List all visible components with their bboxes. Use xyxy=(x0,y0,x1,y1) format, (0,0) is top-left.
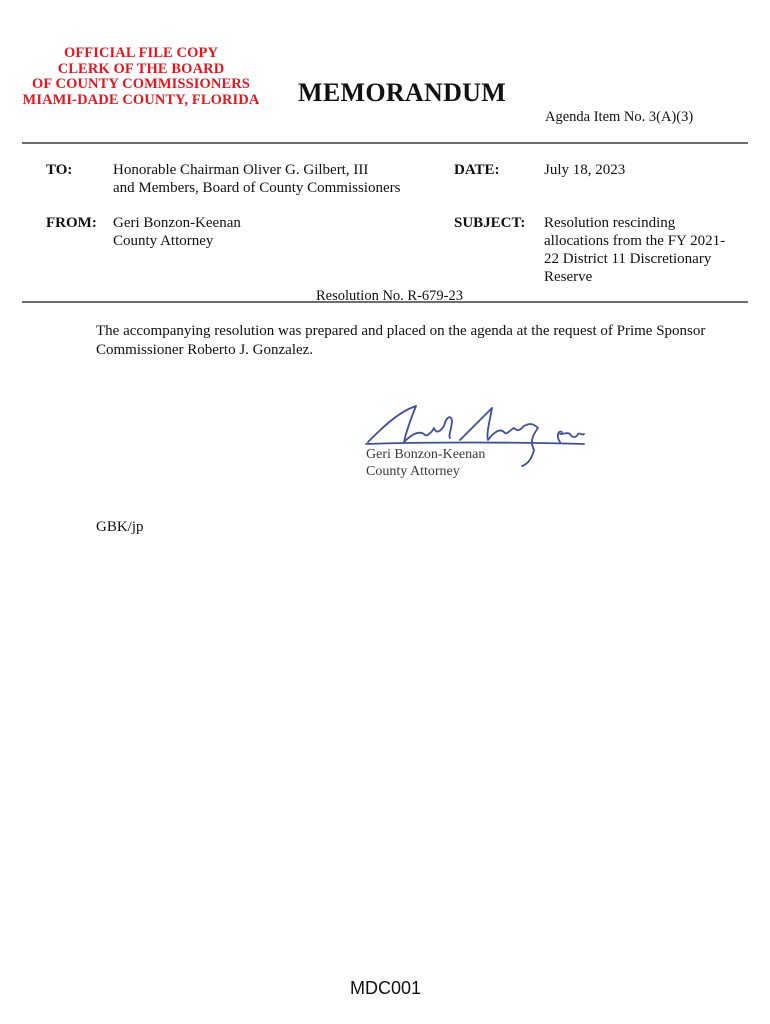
body-line: Commissioner Roberto J. Gonzalez. xyxy=(96,342,314,358)
resolution-number: Resolution No. R-679-23 xyxy=(316,288,464,304)
subject-line: Reserve xyxy=(544,269,593,285)
page-code: MDC001 xyxy=(350,978,422,998)
body-line: The accompanying resolution was prepared and placed on the agenda at the request of Prime Sponsor xyxy=(96,323,706,339)
signature-stroke xyxy=(368,406,452,442)
date-value xyxy=(544,161,625,179)
stamp-line: CLERK OF THE BOARD xyxy=(57,60,225,77)
official-file-copy-stamp xyxy=(10,46,272,108)
subject-label: SUBJECT: xyxy=(454,215,526,231)
date-label: DATE: xyxy=(454,162,500,178)
from-label: FROM: xyxy=(46,215,97,231)
to-label: TO: xyxy=(46,162,73,178)
subject-value xyxy=(544,214,725,286)
header-bottom-rule xyxy=(22,301,748,303)
subject-line: Resolution rescinding xyxy=(544,215,676,231)
memo-title: MEMORANDUM xyxy=(298,78,507,107)
signer-title: County Attorney xyxy=(366,464,460,479)
memo-body xyxy=(96,322,736,360)
to-line: and Members, Board of County Commissioners xyxy=(113,180,401,196)
to-line: Honorable Chairman Oliver G. Gilbert, III xyxy=(113,162,369,178)
signature-block xyxy=(366,446,485,480)
from-line: Geri Bonzon-Keenan xyxy=(113,215,241,231)
subject-line: allocations from the FY 2021- xyxy=(544,233,726,249)
typist-initials: GBK/jp xyxy=(96,519,144,535)
stamp-line: OF COUNTY COMMISSIONERS xyxy=(32,76,250,92)
subject-line: 22 District 11 Discretionary xyxy=(544,251,712,267)
agenda-item-number: Agenda Item No. 3(A)(3) xyxy=(545,109,694,125)
stamp-line: MIAMI-DADE COUNTY, FLORIDA xyxy=(22,91,260,108)
signature-stroke xyxy=(558,432,584,442)
from-line: County Attorney xyxy=(113,233,214,249)
stamp-line: OFFICIAL FILE COPY xyxy=(63,45,219,61)
from-sender xyxy=(113,214,241,250)
date-text: July 18, 2023 xyxy=(544,162,626,178)
signature-underline xyxy=(366,443,584,445)
signer-name: Geri Bonzon-Keenan xyxy=(366,447,486,462)
header-top-rule xyxy=(22,142,748,144)
to-recipients xyxy=(113,161,400,197)
